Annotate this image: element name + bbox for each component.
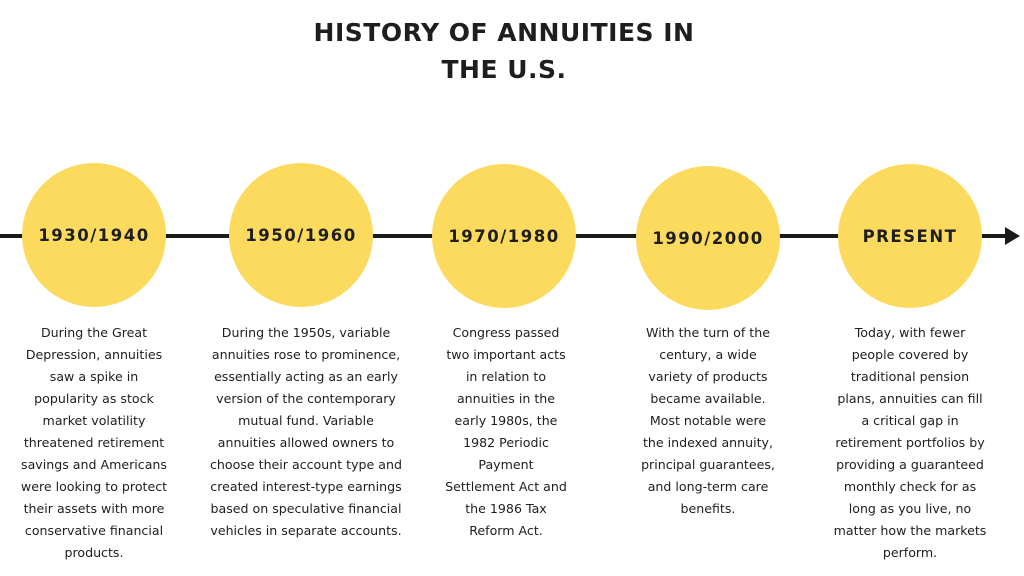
description-line: annuities rose to prominence, [211,347,401,362]
milestone-circle [838,164,982,308]
description-line: retirement portfolios by [835,435,985,450]
description-line: vehicles in separate accounts. [210,523,402,538]
description-line: matter how the markets [833,523,987,538]
milestone-label: PRESENT [862,226,958,246]
description-line: in relation to [465,369,547,384]
description-line: a critical gap in [861,413,959,428]
milestone-circle [636,166,780,310]
description-line: Congress passed [452,325,560,340]
description-line: providing a guaranteed [836,457,984,472]
description-line: the indexed annuity, [642,435,774,450]
milestone-circle [229,163,373,307]
milestone-description [429,322,583,542]
description-line: products. [64,545,124,560]
milestone-label: 1930/1940 [38,225,150,245]
description-line: Payment [478,457,534,472]
description-line: their assets with more [23,501,165,516]
description-line: With the turn of the [646,325,770,340]
description-line: choose their account type and [210,457,402,472]
description-line: Most notable were [649,413,767,428]
description-line: Today, with fewer [854,325,966,340]
description-line: During the 1950s, variable [221,325,391,340]
description-line: annuities in the [456,391,556,406]
description-line: were looking to protect [20,479,168,494]
page-title [0,14,1008,88]
description-line: traditional pension [850,369,970,384]
description-line: essentially acting as an early [214,369,398,384]
description-line: Reform Act. [469,523,543,538]
description-line: popularity as stock [34,391,154,406]
description-line: based on speculative financial [210,501,402,516]
description-line: version of the contemporary [216,391,396,406]
title-line-2: THE U.S. [441,55,567,84]
milestone-description [818,322,1002,564]
description-line: and long-term care [647,479,769,494]
description-line: benefits. [680,501,736,516]
description-line: variety of products [648,369,768,384]
description-line: became available. [650,391,766,406]
description-line: During the Great [40,325,148,340]
description-line: annuities allowed owners to [217,435,395,450]
milestone-circle [432,164,576,308]
description-line: Depression, annuities [25,347,163,362]
description-line: conservative financial [24,523,164,538]
timeline-arrow-icon [1005,227,1020,245]
description-line: two important acts [446,347,566,362]
milestone-label: 1950/1960 [245,225,357,245]
description-line: market volatility [42,413,146,428]
description-line: savings and Americans [21,457,167,472]
description-line: the 1986 Tax [465,501,547,516]
description-line: monthly check for as [843,479,977,494]
description-line: Settlement Act and [445,479,567,494]
description-line: long as you live, no [848,501,972,516]
description-line: saw a spike in [49,369,139,384]
milestone-description [627,322,789,520]
milestone-label: 1990/2000 [652,228,764,248]
milestone-label: 1970/1980 [448,226,560,246]
description-line: created interest-type earnings [210,479,402,494]
description-line: threatened retirement [23,435,165,450]
description-line: 1982 Periodic [463,435,549,450]
milestone-description [200,322,412,542]
description-line: perform. [882,545,938,560]
description-line: early 1980s, the [454,413,558,428]
milestone-description [4,322,184,564]
title-line-1: HISTORY OF ANNUITIES IN [313,18,695,47]
description-line: mutual fund. Variable [238,413,374,428]
milestone-circle [22,163,166,307]
description-line: people covered by [851,347,969,362]
description-line: century, a wide [659,347,757,362]
description-line: principal guarantees, [641,457,775,472]
description-line: plans, annuities can fill [837,391,983,406]
